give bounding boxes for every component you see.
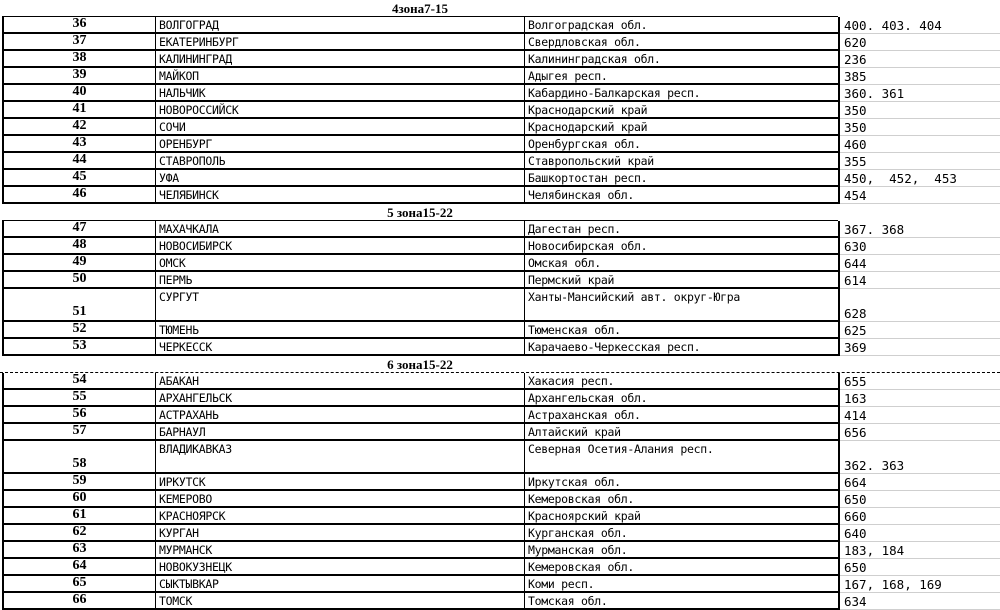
row-number-cell-text: 41: [72, 101, 87, 116]
region-cell[interactable]: [524, 559, 840, 576]
row-number-cell[interactable]: [2, 593, 155, 610]
city-cell[interactable]: [155, 508, 524, 525]
city-cell[interactable]: [155, 424, 524, 441]
region-cell-text: Карачаево-Черкесская респ.: [528, 340, 701, 354]
postal-code-cell-text: 385: [844, 69, 867, 84]
postal-code-cell-text: 655: [844, 374, 867, 389]
postal-code-cell-text: 640: [844, 526, 867, 541]
city-cell[interactable]: [155, 51, 524, 68]
postal-code-cell-text: 650: [844, 492, 867, 507]
region-cell[interactable]: [524, 187, 840, 204]
region-cell[interactable]: [524, 390, 840, 407]
row-number-cell[interactable]: [2, 576, 155, 593]
postal-code-cell[interactable]: [840, 102, 1000, 119]
zone-title-text: 6 зона15-22: [387, 357, 453, 372]
postal-code-cell-text: 236: [844, 52, 867, 67]
table-row: [0, 559, 1000, 576]
city-cell[interactable]: [155, 441, 524, 474]
postal-code-cell-text: 630: [844, 239, 867, 254]
region-cell-text: Кемеровская обл.: [528, 560, 634, 574]
row-number-cell[interactable]: [2, 508, 155, 525]
table-row: [0, 424, 1000, 441]
postal-code-cell[interactable]: [840, 221, 1000, 238]
table-row: [0, 272, 1000, 289]
city-cell-text: ВЛАДИКАВКАЗ: [159, 442, 232, 456]
table-row: [0, 68, 1000, 85]
postal-code-cell-text: 660: [844, 509, 867, 524]
row-number-cell[interactable]: [2, 272, 155, 289]
region-cell-text: Северная Осетия-Алания респ.: [528, 442, 714, 456]
city-cell-text: НОВОРОССИЙСК: [159, 103, 239, 117]
row-number-cell-text: 57: [72, 423, 87, 438]
table-row: [0, 102, 1000, 119]
city-cell-text: НОВОКУЗНЕЦК: [159, 560, 232, 574]
region-cell[interactable]: [524, 542, 840, 559]
row-number-cell[interactable]: [2, 187, 155, 204]
city-cell[interactable]: [155, 373, 524, 390]
row-number-cell[interactable]: [2, 221, 155, 238]
region-cell[interactable]: [524, 136, 840, 153]
region-cell-text: Астраханская обл.: [528, 408, 641, 422]
city-cell[interactable]: [155, 576, 524, 593]
city-cell-text: ОРЕНБУРГ: [159, 137, 212, 151]
postal-code-cell[interactable]: [840, 187, 1000, 204]
postal-code-cell[interactable]: [840, 508, 1000, 525]
region-cell[interactable]: [524, 339, 840, 356]
postal-code-cell[interactable]: [840, 424, 1000, 441]
city-cell[interactable]: [155, 322, 524, 339]
postal-code-cell-text: 414: [844, 408, 867, 423]
region-cell-text: Алтайский край: [528, 425, 621, 439]
row-number-cell-text: 42: [72, 118, 87, 133]
row-number-cell-text: 59: [72, 473, 87, 488]
region-cell[interactable]: [524, 593, 840, 610]
table-row: [0, 373, 1000, 390]
postal-code-cell[interactable]: [840, 17, 1000, 34]
row-number-cell-text: 60: [72, 490, 87, 505]
city-cell-text: ОМСК: [159, 256, 186, 270]
table-row: [0, 593, 1000, 610]
row-number-cell-text: 53: [72, 338, 87, 353]
city-cell-text: КАЛИНИНГРАД: [159, 52, 232, 66]
city-cell-text: АРХАНГЕЛЬСК: [159, 391, 232, 405]
city-cell-text: СОЧИ: [159, 120, 186, 134]
postal-code-cell-text: 350: [844, 120, 867, 135]
region-cell[interactable]: [524, 407, 840, 424]
row-number-cell-text: 46: [72, 186, 87, 201]
city-cell-text: НАЛЬЧИК: [159, 86, 206, 100]
row-number-cell[interactable]: [2, 542, 155, 559]
city-cell-text: ТЮМЕНЬ: [159, 323, 199, 337]
row-number-cell[interactable]: [2, 474, 155, 491]
zone-title-text: 4зона7-15: [392, 1, 448, 16]
region-cell-text: Красноярский край: [528, 509, 641, 523]
postal-code-cell[interactable]: [840, 136, 1000, 153]
region-cell[interactable]: [524, 508, 840, 525]
city-cell-text: ВОЛГОГРАД: [159, 18, 219, 32]
region-cell[interactable]: [524, 102, 840, 119]
region-cell-text: Краснодарский край: [528, 120, 648, 134]
zone-title[interactable]: [2, 204, 838, 221]
table-row: [0, 339, 1000, 356]
row-number-cell[interactable]: [2, 289, 155, 322]
city-cell-text: СЫКТЫВКАР: [159, 577, 219, 591]
postal-code-cell-text: 367. 368: [844, 222, 905, 237]
table-row: [0, 474, 1000, 491]
table-row: [0, 508, 1000, 525]
postal-code-cell-text: 350: [844, 103, 867, 118]
region-cell-text: Хакасия респ.: [528, 374, 615, 388]
region-cell-text: Краснодарский край: [528, 103, 648, 117]
city-cell-text: НОВОСИБИРСК: [159, 239, 232, 253]
row-number-cell-text: 66: [72, 592, 87, 607]
city-cell-text: БАРНАУЛ: [159, 425, 206, 439]
region-cell-text: Коми респ.: [528, 577, 595, 591]
city-cell[interactable]: [155, 170, 524, 187]
row-number-cell-text: 48: [72, 237, 87, 252]
table-row: [0, 221, 1000, 238]
table-row: [0, 136, 1000, 153]
row-number-cell[interactable]: [2, 170, 155, 187]
row-number-cell-text: 47: [72, 220, 87, 235]
zone-title-text: 5 зона15-22: [387, 205, 453, 220]
postal-code-cell-text: 634: [844, 594, 867, 609]
postal-code-cell[interactable]: [840, 441, 1000, 474]
region-cell[interactable]: [524, 272, 840, 289]
zone-header-row: [0, 204, 1000, 221]
row-number-cell[interactable]: [2, 491, 155, 508]
region-cell-text: Омская обл.: [528, 256, 601, 270]
city-cell[interactable]: [155, 153, 524, 170]
region-cell[interactable]: [524, 17, 840, 34]
row-number-cell[interactable]: [2, 339, 155, 356]
city-cell[interactable]: [155, 474, 524, 491]
table-row: [0, 170, 1000, 187]
city-cell-text: АБАКАН: [159, 374, 199, 388]
postal-code-cell[interactable]: [840, 238, 1000, 255]
row-number-cell[interactable]: [2, 17, 155, 34]
table-row: [0, 407, 1000, 424]
postal-code-cell[interactable]: [840, 559, 1000, 576]
postal-code-cell[interactable]: [840, 491, 1000, 508]
row-number-cell[interactable]: [2, 525, 155, 542]
row-number-cell-text: 37: [72, 33, 87, 48]
row-number-cell-text: 58: [72, 456, 87, 471]
city-cell-text: СУРГУТ: [159, 290, 199, 304]
postal-code-cell-text: 450, 452, 453: [844, 171, 957, 186]
row-number-cell-text: 63: [72, 541, 87, 556]
row-number-cell-text: 64: [72, 558, 87, 573]
city-cell[interactable]: [155, 102, 524, 119]
city-cell[interactable]: [155, 187, 524, 204]
region-cell[interactable]: [524, 576, 840, 593]
region-cell[interactable]: [524, 255, 840, 272]
table-row: [0, 119, 1000, 136]
city-cell[interactable]: [155, 272, 524, 289]
region-cell-text: Кемеровская обл.: [528, 492, 634, 506]
city-cell-text: УФА: [159, 171, 179, 185]
city-cell[interactable]: [155, 542, 524, 559]
region-cell-text: Тюменская обл.: [528, 323, 621, 337]
postal-code-cell[interactable]: [840, 593, 1000, 610]
region-cell[interactable]: [524, 34, 840, 51]
postal-code-cell[interactable]: [840, 34, 1000, 51]
table-row: [0, 542, 1000, 559]
row-number-cell[interactable]: [2, 373, 155, 390]
region-cell-text: Оренбургская обл.: [528, 137, 641, 151]
postal-code-cell[interactable]: [840, 119, 1000, 136]
row-number-cell[interactable]: [2, 424, 155, 441]
row-number-cell[interactable]: [2, 559, 155, 576]
postal-code-cell-text: 614: [844, 273, 867, 288]
row-number-cell[interactable]: [2, 34, 155, 51]
city-cell-text: ЕКАТЕРИНБУРГ: [159, 35, 239, 49]
region-cell[interactable]: [524, 322, 840, 339]
region-cell-text: Новосибирская обл.: [528, 239, 648, 253]
table-row: [0, 85, 1000, 102]
city-cell-text: ПЕРМЬ: [159, 273, 193, 287]
postal-code-cell-text: 620: [844, 35, 867, 50]
row-number-cell-text: 38: [72, 50, 87, 65]
region-cell-text: Дагестан респ.: [528, 222, 621, 236]
table-row: [0, 187, 1000, 204]
zone-title[interactable]: [2, 356, 838, 373]
region-cell-text: Калининградская обл.: [528, 52, 661, 66]
postal-code-cell[interactable]: [840, 272, 1000, 289]
region-cell[interactable]: [524, 373, 840, 390]
postal-code-cell-text: 650: [844, 560, 867, 575]
row-number-cell[interactable]: [2, 68, 155, 85]
region-cell-text: Волгоградская обл.: [528, 18, 648, 32]
region-cell[interactable]: [524, 68, 840, 85]
city-cell-text: ЧЕРКЕССК: [159, 340, 212, 354]
postal-code-cell[interactable]: [840, 576, 1000, 593]
postal-code-cell[interactable]: [840, 51, 1000, 68]
city-cell[interactable]: [155, 289, 524, 322]
postal-code-cell[interactable]: [840, 153, 1000, 170]
region-cell[interactable]: [524, 424, 840, 441]
region-cell[interactable]: [524, 153, 840, 170]
table-row: [0, 576, 1000, 593]
row-number-cell-text: 36: [72, 16, 87, 31]
postal-code-cell[interactable]: [840, 525, 1000, 542]
table-row: [0, 390, 1000, 407]
row-number-cell-text: 44: [72, 152, 87, 167]
city-cell[interactable]: [155, 559, 524, 576]
postal-code-cell-text: 644: [844, 256, 867, 271]
row-number-cell[interactable]: [2, 441, 155, 474]
city-cell-text: ТОМСК: [159, 594, 193, 608]
region-cell-text: Ханты-Мансийский авт. округ-Югра: [528, 290, 740, 304]
region-cell-text: Иркутская обл.: [528, 475, 621, 489]
city-cell[interactable]: [155, 593, 524, 610]
row-number-cell-text: 49: [72, 254, 87, 269]
postal-code-cell[interactable]: [840, 68, 1000, 85]
table-row: [0, 525, 1000, 542]
row-number-cell-text: 54: [72, 372, 87, 387]
region-cell-text: Пермский край: [528, 273, 615, 287]
city-cell-text: МАХАЧКАЛА: [159, 222, 219, 236]
postal-code-cell[interactable]: [840, 170, 1000, 187]
city-cell[interactable]: [155, 68, 524, 85]
table-row: [0, 289, 1000, 322]
row-number-cell-text: 52: [72, 321, 87, 336]
city-cell-text: СТАВРОПОЛЬ: [159, 154, 226, 168]
region-cell[interactable]: [524, 51, 840, 68]
city-cell-text: АСТРАХАНЬ: [159, 408, 219, 422]
row-number-cell-text: 39: [72, 67, 87, 82]
region-cell[interactable]: [524, 238, 840, 255]
city-cell[interactable]: [155, 255, 524, 272]
postal-code-cell-text: 628: [844, 306, 867, 321]
region-cell-text: Архангельская обл.: [528, 391, 648, 405]
city-cell-text: МАЙКОП: [159, 69, 199, 83]
city-cell[interactable]: [155, 339, 524, 356]
city-cell[interactable]: [155, 17, 524, 34]
region-cell[interactable]: [524, 474, 840, 491]
region-cell-text: Ставропольский край: [528, 154, 654, 168]
region-cell[interactable]: [524, 491, 840, 508]
city-cell-text: КЕМЕРОВО: [159, 492, 212, 506]
city-cell[interactable]: [155, 136, 524, 153]
row-number-cell-text: 51: [72, 304, 87, 319]
postal-code-cell[interactable]: [840, 542, 1000, 559]
postal-code-cell[interactable]: [840, 322, 1000, 339]
postal-code-cell-text: 360. 361: [844, 86, 905, 101]
region-cell-text: Адыгея респ.: [528, 69, 608, 83]
region-cell-text: Томская обл.: [528, 594, 608, 608]
row-number-cell-text: 50: [72, 271, 87, 286]
city-cell[interactable]: [155, 407, 524, 424]
region-cell[interactable]: [524, 170, 840, 187]
table-row: [0, 34, 1000, 51]
postal-code-cell-text: 454: [844, 188, 867, 203]
zone-header-row: [0, 356, 1000, 373]
postal-code-cell-text: 167, 168, 169: [844, 577, 942, 592]
region-cell-text: Челябинская обл.: [528, 188, 634, 202]
postal-code-cell[interactable]: [840, 255, 1000, 272]
row-number-cell[interactable]: [2, 255, 155, 272]
region-cell-text: Свердловская обл.: [528, 35, 641, 49]
city-cell-text: МУРМАНСК: [159, 543, 212, 557]
region-cell[interactable]: [524, 441, 840, 474]
table-row: [0, 51, 1000, 68]
table-row: [0, 238, 1000, 255]
row-number-cell-text: 56: [72, 406, 87, 421]
postal-code-cell[interactable]: [840, 373, 1000, 390]
postal-code-cell-text: 400. 403. 404: [844, 18, 942, 33]
region-cell-text: Кабардино-Балкарская респ.: [528, 86, 701, 100]
row-number-cell[interactable]: [2, 85, 155, 102]
row-number-cell[interactable]: [2, 322, 155, 339]
postal-code-cell-text: 664: [844, 475, 867, 490]
zone-header-row: [0, 0, 1000, 17]
postal-code-cell-text: 355: [844, 154, 867, 169]
city-cell[interactable]: [155, 238, 524, 255]
city-cell-text: ИРКУТСК: [159, 475, 206, 489]
city-cell[interactable]: [155, 119, 524, 136]
row-number-cell-text: 65: [72, 575, 87, 590]
region-cell[interactable]: [524, 289, 840, 322]
postal-code-cell-text: 625: [844, 323, 867, 338]
region-cell[interactable]: [524, 85, 840, 102]
row-number-cell-text: 45: [72, 169, 87, 184]
region-cell-text: Мурманская обл.: [528, 543, 628, 557]
row-number-cell[interactable]: [2, 136, 155, 153]
row-number-cell[interactable]: [2, 238, 155, 255]
row-number-cell[interactable]: [2, 407, 155, 424]
postal-code-cell[interactable]: [840, 85, 1000, 102]
city-cell[interactable]: [155, 85, 524, 102]
table-row: [0, 17, 1000, 34]
row-number-cell-text: 61: [72, 507, 87, 522]
postal-code-cell-text: 183, 184: [844, 543, 905, 558]
city-cell[interactable]: [155, 491, 524, 508]
row-number-cell-text: 43: [72, 135, 87, 150]
postal-code-cell-text: 369: [844, 340, 867, 355]
table-row: [0, 441, 1000, 474]
row-number-cell[interactable]: [2, 153, 155, 170]
region-cell[interactable]: [524, 221, 840, 238]
row-number-cell-text: 55: [72, 389, 87, 404]
row-number-cell[interactable]: [2, 102, 155, 119]
postal-code-cell[interactable]: [840, 390, 1000, 407]
postal-code-cell-text: 362. 363: [844, 458, 905, 473]
postal-code-cell[interactable]: [840, 339, 1000, 356]
row-number-cell[interactable]: [2, 51, 155, 68]
row-number-cell[interactable]: [2, 390, 155, 407]
postal-code-cell-text: 163: [844, 391, 867, 406]
region-cell[interactable]: [524, 119, 840, 136]
postal-code-cell[interactable]: [840, 474, 1000, 491]
table-row: [0, 491, 1000, 508]
city-cell-text: КУРГАН: [159, 526, 199, 540]
postal-code-cell-text: 460: [844, 137, 867, 152]
zone-title[interactable]: [2, 0, 838, 17]
region-cell-text: Башкортостан респ.: [528, 171, 648, 185]
table-row: [0, 153, 1000, 170]
city-cell[interactable]: [155, 390, 524, 407]
postal-code-cell-text: 656: [844, 425, 867, 440]
city-cell-text: КРАСНОЯРСК: [159, 509, 226, 523]
row-number-cell-text: 40: [72, 84, 87, 99]
city-cell-text: ЧЕЛЯБИНСК: [159, 188, 219, 202]
table-row: [0, 322, 1000, 339]
city-cell[interactable]: [155, 525, 524, 542]
table-row: [0, 255, 1000, 272]
row-number-cell[interactable]: [2, 119, 155, 136]
city-cell[interactable]: [155, 34, 524, 51]
region-cell-text: Курганская обл.: [528, 526, 628, 540]
postal-code-cell[interactable]: [840, 407, 1000, 424]
row-number-cell-text: 62: [72, 524, 87, 539]
city-cell[interactable]: [155, 221, 524, 238]
postal-code-cell[interactable]: [840, 289, 1000, 322]
region-cell[interactable]: [524, 525, 840, 542]
